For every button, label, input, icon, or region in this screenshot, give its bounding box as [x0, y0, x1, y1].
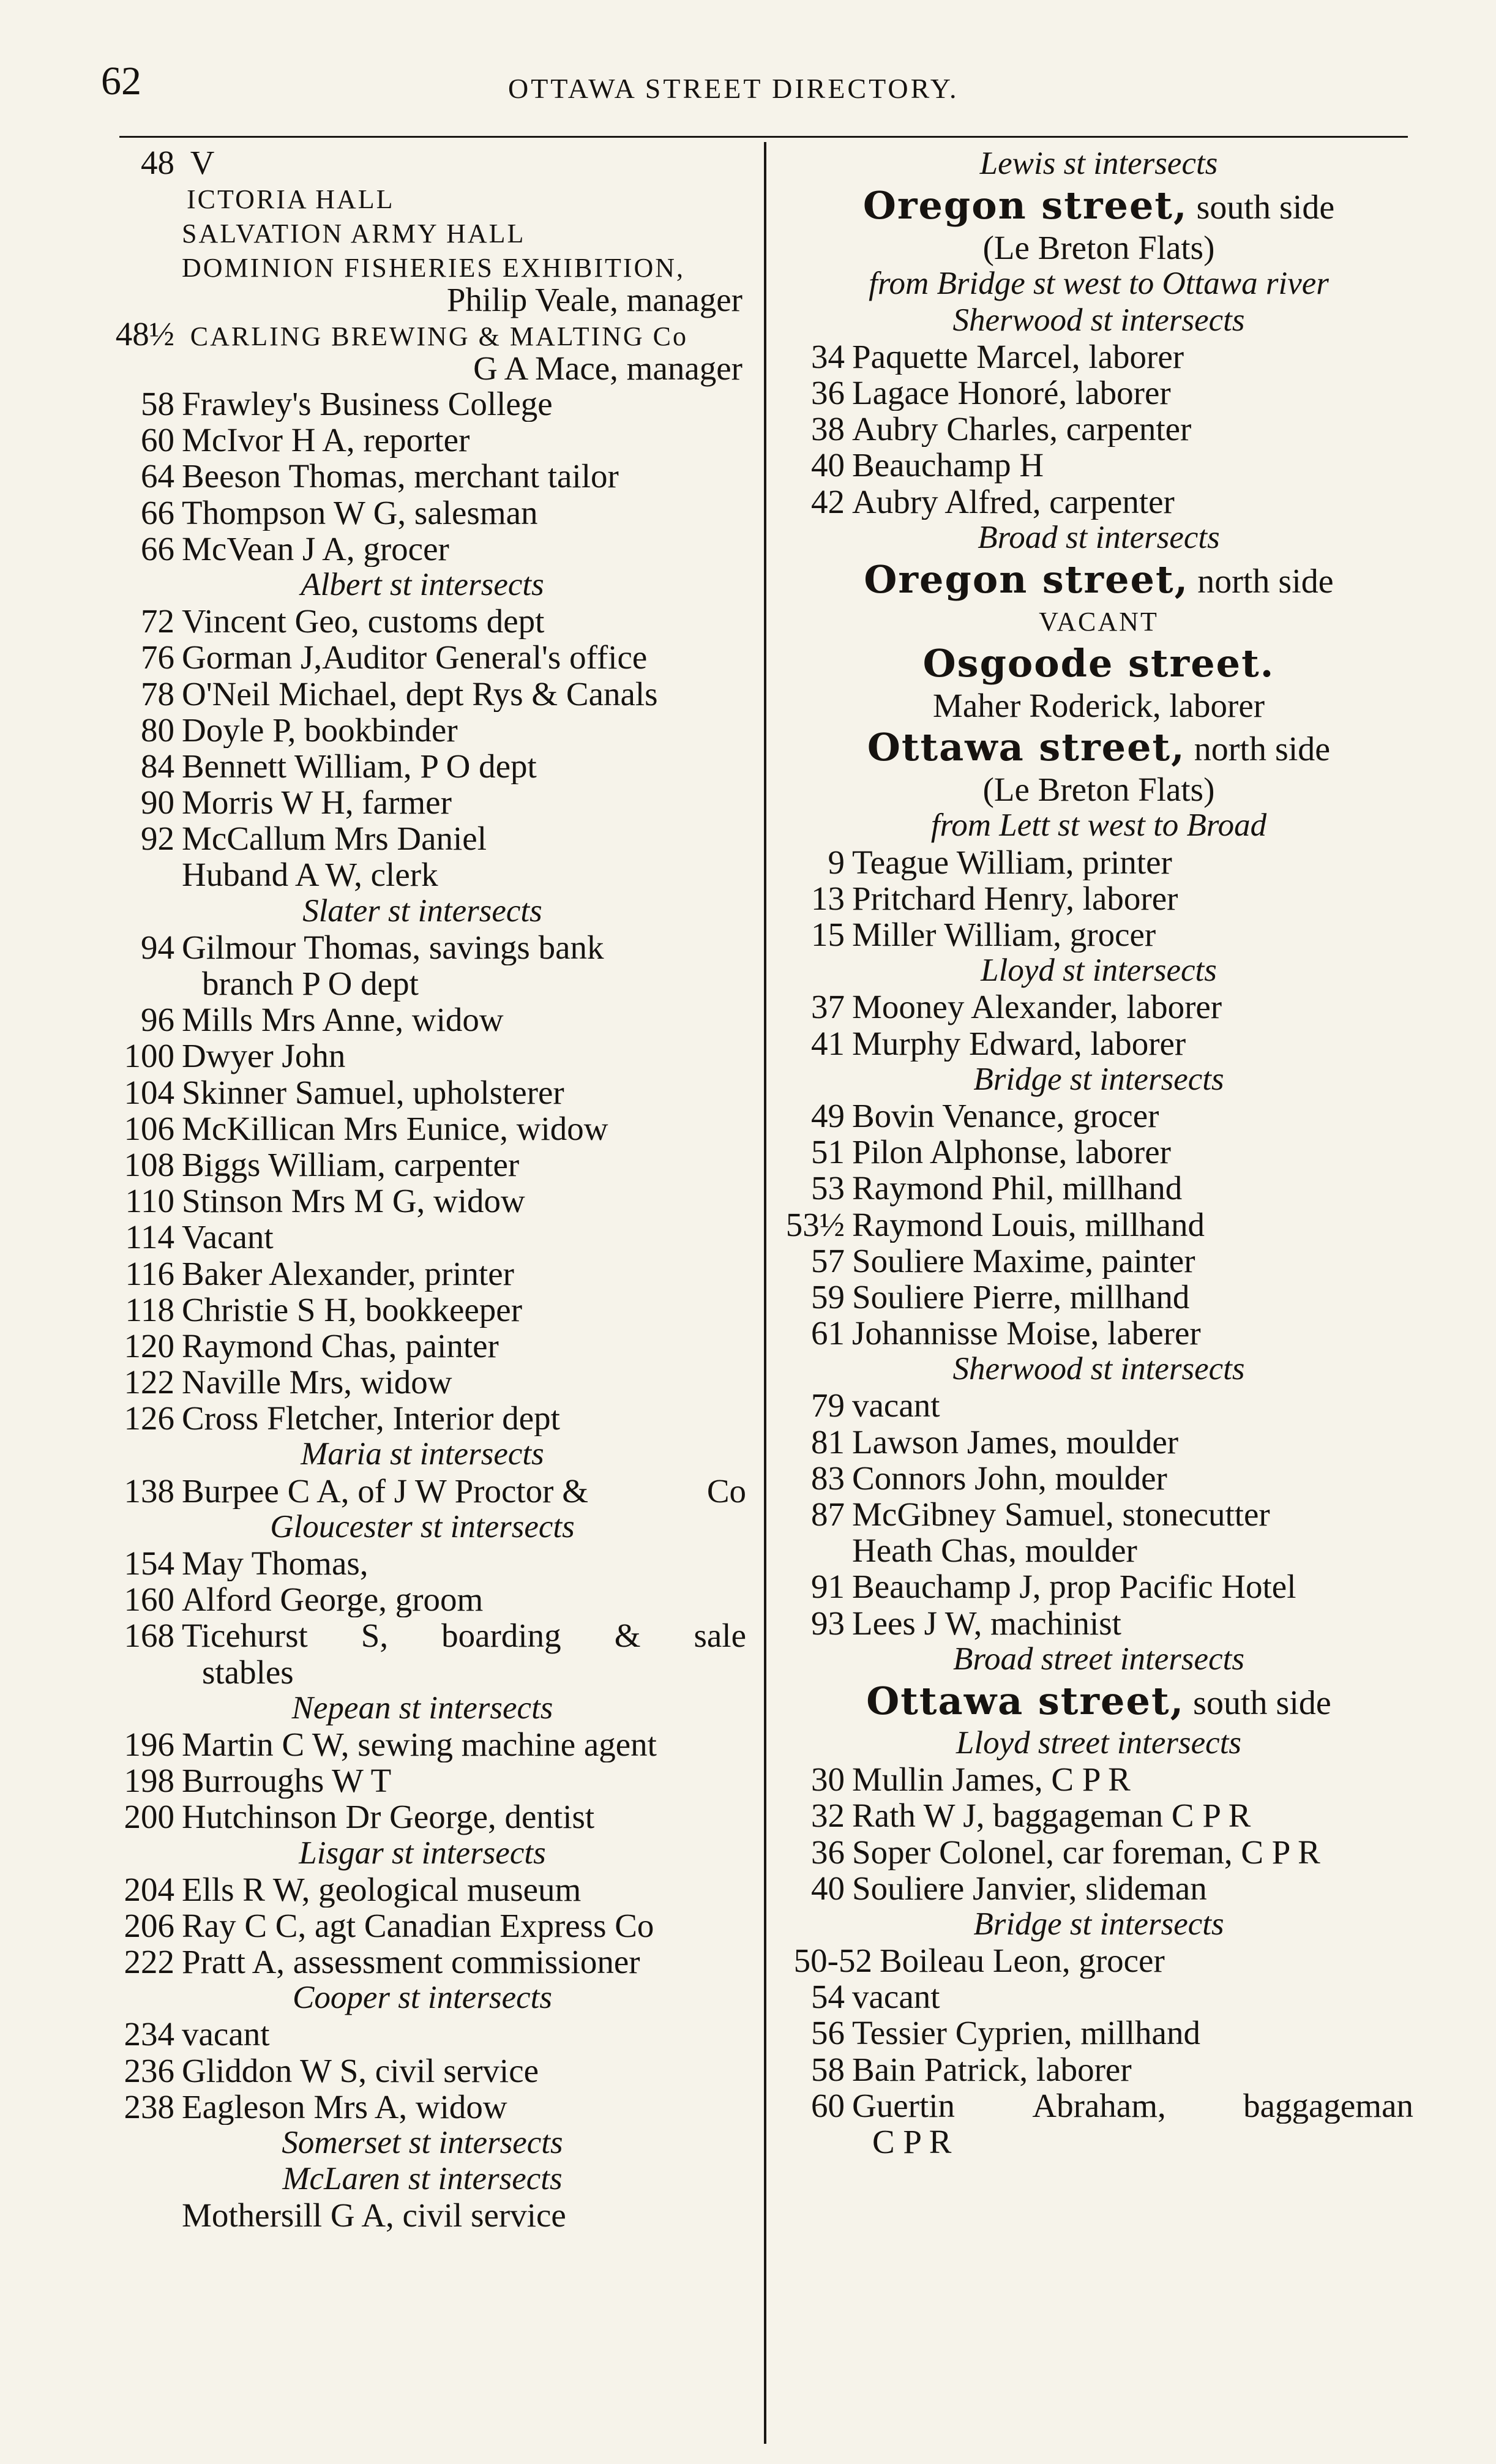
intersection-note: Maria st intersects	[301, 1436, 544, 1472]
resident: Lawson James, moulder	[852, 1423, 1179, 1460]
resident: Boileau Leon, grocer	[880, 1942, 1165, 1979]
house-number: 160	[124, 1581, 174, 1619]
directory-entry	[95, 929, 750, 965]
resident: Skinner Samuel, upholsterer	[182, 1074, 564, 1110]
intersection-note: McLaren st intersects	[282, 2161, 563, 2197]
intersection-note: Lewis st intersects	[979, 146, 1218, 181]
directory-entry	[95, 712, 750, 748]
resident: Morris W H, farmer	[182, 784, 452, 821]
intersection-note: Albert st intersects	[301, 566, 544, 602]
street-side: north side	[1197, 562, 1334, 601]
directory-entry	[95, 1871, 750, 1908]
directory-entry	[95, 1219, 750, 1255]
intersection-note: Sherwood st intersects	[952, 302, 1245, 338]
directory-entry	[780, 916, 1417, 953]
resident: Souliere Maxime, painter	[852, 1242, 1195, 1279]
resident: Johannisse Moise, laberer	[852, 1315, 1201, 1352]
resident: Beauchamp H	[852, 447, 1044, 484]
intersection-note: Sherwood st intersects	[952, 1351, 1245, 1387]
directory-entry	[95, 249, 750, 283]
directory-entry	[780, 1170, 1417, 1206]
directory-entry	[95, 676, 750, 712]
house-number: 168	[124, 1617, 174, 1655]
directory-entry	[780, 1025, 1417, 1062]
resident: Bain Patrick, laborer	[852, 2051, 1132, 2088]
house-number: 198	[124, 1762, 174, 1800]
house-number: 91	[811, 1568, 845, 1606]
house-number: 206	[124, 1906, 174, 1944]
resident: Vincent Geo, customs dept	[182, 603, 545, 640]
resident-word: S,	[361, 1617, 389, 1654]
directory-entry	[95, 1038, 750, 1074]
house-number: 108	[124, 1145, 174, 1183]
intersection-note: Slater st intersects	[302, 893, 542, 929]
house-number: 94	[141, 928, 174, 966]
directory-entry	[780, 1568, 1417, 1605]
resident: Hutchinson Dr George, dentist	[182, 1799, 595, 1835]
resident: Paquette Marcel, laborer	[852, 338, 1184, 375]
street-side: north side	[1194, 730, 1331, 769]
resident: Baker Alexander, printer	[182, 1255, 514, 1292]
directory-entry	[780, 1605, 1417, 1641]
house-number: 48½	[115, 315, 174, 353]
house-number: 9	[828, 843, 845, 881]
street-locality: (Le Breton Flats)	[982, 229, 1215, 267]
house-number: 236	[124, 2051, 174, 2089]
directory-entry	[780, 1979, 1417, 2015]
directory-entry	[95, 1002, 750, 1038]
carling-manager: G A Mace, manager	[473, 350, 742, 387]
house-number: 83	[811, 1459, 845, 1497]
directory-entry	[95, 784, 750, 820]
directory-entry	[780, 1207, 1417, 1243]
resident: Vacant	[182, 1219, 274, 1256]
directory-entry	[95, 820, 750, 856]
directory-entry-continued	[95, 965, 750, 1002]
directory-entry	[95, 1581, 750, 1617]
directory-entry	[780, 989, 1417, 1025]
resident: Naville Mrs, widow	[182, 1364, 452, 1401]
directory-entry	[95, 1147, 750, 1183]
directory-entry	[780, 1134, 1417, 1170]
resident: Gilmour Thomas, savings bank	[182, 929, 604, 965]
house-number: 60	[811, 2086, 845, 2124]
directory-entry	[95, 1256, 750, 1292]
directory-entry	[95, 748, 750, 784]
directory-entry	[95, 1908, 750, 1944]
resident: Pratt A, assessment commissioner	[182, 1944, 640, 1980]
resident: Lagace Honoré, laborer	[852, 374, 1171, 411]
directory-entry	[95, 1292, 750, 1328]
resident: Stinson Mrs M G, widow	[182, 1183, 525, 1219]
resident-continued: stables	[202, 1653, 294, 1690]
intersection-note: Lisgar st intersects	[299, 1835, 546, 1871]
resident: Souliere Janvier, slideman	[852, 1870, 1207, 1906]
house-number: 72	[141, 602, 174, 640]
intersection-note: Lloyd street intersects	[956, 1724, 1242, 1761]
resident: O'Neil Michael, dept Rys & Canals	[182, 675, 658, 712]
resident: Eagleson Mrs A, widow	[182, 2088, 507, 2125]
house-number: 38	[811, 410, 845, 448]
house-number: 34	[811, 337, 845, 375]
resident: Raymond Phil, millhand	[852, 1170, 1183, 1207]
house-number: 87	[811, 1496, 845, 1533]
directory-entry	[780, 1496, 1417, 1532]
house-number: 30	[811, 1761, 845, 1799]
initial-letter: V	[190, 144, 215, 181]
resident-word: Guertin	[852, 2087, 956, 2124]
resident-word: baggageman	[1243, 2087, 1413, 2124]
house-number: 204	[124, 1870, 174, 1908]
directory-entry	[95, 351, 750, 386]
resident: Beauchamp J, prop Pacific Hotel	[852, 1568, 1296, 1605]
directory-entry	[780, 1243, 1417, 1279]
house-number: 238	[124, 2088, 174, 2125]
directory-entry	[95, 283, 750, 317]
directory-entry	[780, 1387, 1417, 1423]
resident: Bennett William, P O dept	[182, 747, 537, 785]
resident-word: boarding	[441, 1617, 561, 1654]
directory-entry	[95, 317, 750, 351]
directory-entry	[95, 1074, 750, 1110]
resident: Doyle P, bookbinder	[182, 711, 458, 748]
resident: Mooney Alexander, laborer	[852, 989, 1222, 1025]
street-heading	[780, 640, 1417, 687]
directory-entry	[780, 339, 1417, 375]
directory-entry	[780, 880, 1417, 916]
resident: Ray C C, agt Canadian Express Co	[182, 1907, 654, 1944]
street-name: Ottawa street,	[867, 725, 1186, 770]
resident: Mothersill G A, civil service	[182, 2197, 566, 2234]
intersection-note: Lloyd st intersects	[981, 953, 1217, 989]
directory-entry	[780, 375, 1417, 411]
resident: Maher Roderick, laborer	[932, 687, 1265, 725]
house-number: 96	[141, 1001, 174, 1039]
house-number: 49	[811, 1096, 845, 1134]
house-number: 58	[141, 385, 174, 422]
house-number: 118	[125, 1290, 174, 1328]
directory-entry	[95, 639, 750, 675]
directory-entry	[780, 1098, 1417, 1134]
resident: Burroughs W T	[182, 1762, 392, 1799]
directory-entry	[95, 1944, 750, 1980]
directory-entry	[95, 1473, 750, 1509]
street-name: Ottawa street,	[866, 1678, 1185, 1723]
resident: Burpee C A, of J W Proctor &	[182, 1472, 589, 1509]
resident: Aubry Alfred, carpenter	[852, 483, 1175, 520]
fisheries-exhibition: DOMINION FISHERIES EXHIBITION,	[182, 253, 686, 283]
resident: McCallum Mrs Daniel	[182, 820, 487, 857]
house-number: 13	[811, 879, 845, 917]
directory-entry	[95, 1617, 750, 1653]
house-number: 53½	[785, 1205, 845, 1243]
directory-entry	[95, 146, 750, 180]
directory-entry	[95, 531, 750, 567]
house-number: 36	[811, 373, 845, 411]
resident: Gliddon W S, civil service	[182, 2052, 539, 2089]
house-number: 196	[124, 1725, 174, 1763]
street-name: Osgoode street.	[922, 641, 1275, 686]
directory-entry	[780, 411, 1417, 447]
house-number: 222	[124, 1943, 174, 1981]
house-number: 234	[124, 2015, 174, 2053]
directory-entry	[95, 603, 750, 639]
directory-entry	[780, 1870, 1417, 1906]
street-locality: (Le Breton Flats)	[982, 771, 1215, 809]
house-number: 126	[124, 1399, 174, 1437]
directory-entry	[780, 447, 1417, 483]
house-number: 53	[811, 1169, 845, 1207]
resident: Martin C W, sewing machine agent	[182, 1726, 657, 1763]
resident: Cross Fletcher, Interior dept	[182, 1400, 560, 1437]
resident: Connors John, moulder	[852, 1459, 1167, 1496]
directory-entry	[780, 2015, 1417, 2051]
house-number: 120	[124, 1327, 174, 1365]
house-number: 59	[811, 1278, 845, 1316]
directory-entry	[95, 2053, 750, 2089]
directory-entry	[780, 1315, 1417, 1351]
house-number: 36	[811, 1833, 845, 1871]
resident: Souliere Pierre, millhand	[852, 1278, 1190, 1316]
house-number: 76	[141, 638, 174, 676]
directory-entry	[780, 2088, 1417, 2124]
resident-continued: C P R	[872, 2124, 952, 2160]
directory-entry	[780, 1460, 1417, 1496]
resident: Lees J W, machinist	[852, 1605, 1121, 1641]
resident: vacant	[852, 1979, 940, 2015]
directory-entry	[95, 2089, 750, 2125]
street-name: Oregon street,	[864, 556, 1189, 602]
house-number: 48	[141, 144, 174, 181]
resident: Gorman J,Auditor General's office	[182, 639, 648, 676]
resident: Bovin Venance, grocer	[852, 1097, 1159, 1134]
resident: Heath Chas, moulder	[852, 1532, 1137, 1569]
resident: May Thomas,	[182, 1545, 368, 1582]
page-number: 62	[101, 59, 141, 103]
directory-entry	[95, 2197, 750, 2233]
resident: Pilon Alphonse, laborer	[852, 1134, 1171, 1170]
resident: Beeson Thomas, merchant tailor	[182, 458, 619, 495]
directory-entry	[95, 214, 750, 249]
house-number: 60	[141, 421, 174, 459]
resident-word: &	[614, 1617, 641, 1654]
house-number: 61	[811, 1314, 845, 1352]
house-number: 66	[141, 493, 174, 531]
resident: Miller William, grocer	[852, 916, 1156, 953]
house-number: 80	[141, 711, 174, 749]
intersection-note: Gloucester st intersects	[270, 1508, 575, 1545]
directory-entry	[780, 1532, 1417, 1568]
resident: Huband A W, clerk	[182, 856, 438, 893]
house-number: 122	[124, 1363, 174, 1401]
house-number: 93	[811, 1604, 845, 1642]
house-number: 106	[124, 1109, 174, 1147]
resident: vacant	[182, 2016, 270, 2053]
street-side: south side	[1193, 1683, 1331, 1722]
resident: Mills Mrs Anne, widow	[182, 1002, 504, 1038]
house-number: 15	[811, 916, 845, 953]
directory-entry	[95, 1328, 750, 1364]
resident: McKillican Mrs Eunice, widow	[182, 1110, 608, 1147]
house-number: 40	[811, 1869, 845, 1907]
directory-entry	[95, 495, 750, 531]
house-number: 32	[811, 1797, 845, 1835]
resident: Christie S H, bookkeeper	[182, 1291, 523, 1328]
resident-continued: branch P O dept	[202, 965, 419, 1002]
directory-entry	[95, 2016, 750, 2052]
street-heading	[780, 724, 1417, 771]
directory-entry	[95, 422, 750, 458]
street-heading	[780, 1677, 1417, 1725]
resident: McIvor H A, reporter	[182, 422, 470, 459]
house-number: 37	[811, 988, 845, 1026]
resident: Mullin James, C P R	[852, 1761, 1131, 1798]
street-name: Oregon street,	[862, 183, 1188, 228]
resident: Pritchard Henry, laborer	[852, 880, 1178, 916]
directory-entry	[780, 844, 1417, 880]
house-number: 100	[124, 1037, 174, 1075]
directory-entry	[780, 1942, 1417, 1979]
street-heading	[780, 556, 1417, 604]
directory-entry	[780, 1279, 1417, 1315]
victoria-hall: ICTORIA HALL	[187, 184, 395, 214]
street-extent: from Lett st west to Broad	[930, 807, 1267, 844]
house-number: 64	[141, 457, 174, 495]
house-number: 51	[811, 1133, 845, 1171]
directory-entry	[95, 1400, 750, 1436]
right-column	[780, 146, 1417, 2160]
resident: Frawley's Business College	[182, 386, 553, 422]
house-number: 40	[811, 446, 845, 484]
page-title: OTTAWA STREET DIRECTORY.	[508, 73, 959, 104]
house-number: 138	[124, 1472, 174, 1510]
street-side: south side	[1196, 189, 1335, 227]
intersection-note: Cooper st intersects	[293, 1980, 552, 2016]
directory-entry	[95, 856, 750, 893]
directory-entry-continued	[95, 1654, 750, 1690]
house-number: 154	[124, 1545, 174, 1582]
carling-brewing: CARLING BREWING & MALTING Co	[190, 321, 688, 351]
house-number: 66	[141, 530, 174, 567]
directory-entry	[780, 484, 1417, 520]
directory-entry	[95, 180, 750, 214]
fisheries-manager: Philip Veale, manager	[446, 281, 742, 318]
resident: Aubry Charles, carpenter	[852, 411, 1192, 447]
resident: Dwyer John	[182, 1038, 346, 1074]
column-divider	[764, 142, 766, 2444]
house-number: 78	[141, 675, 174, 713]
house-number: 57	[811, 1241, 845, 1279]
resident: McVean J A, grocer	[182, 530, 449, 567]
vacant-note: VACANT	[1039, 606, 1159, 637]
house-number: 54	[811, 1978, 845, 2016]
left-column	[95, 146, 750, 2234]
resident: vacant	[852, 1387, 940, 1424]
resident: Murphy Edward, laborer	[852, 1025, 1186, 1062]
house-number: 110	[125, 1182, 174, 1220]
resident: Teague William, printer	[852, 844, 1172, 880]
house-number: 84	[141, 747, 174, 785]
house-number: 114	[125, 1218, 174, 1256]
directory-entry	[780, 2051, 1417, 2088]
resident-word: sale	[694, 1617, 746, 1654]
directory-entry	[95, 1110, 750, 1147]
resident-word: Abraham,	[1032, 2087, 1166, 2124]
directory-entry	[780, 1424, 1417, 1460]
directory-entry-continued	[780, 2124, 1417, 2160]
resident: Rath W J, baggageman C P R	[852, 1797, 1251, 1834]
house-number: 58	[811, 2050, 845, 2088]
resident: Ells R W, geological museum	[182, 1871, 582, 1908]
directory-entry	[95, 1545, 750, 1581]
directory-entry	[95, 1762, 750, 1799]
house-number: 116	[125, 1254, 174, 1292]
resident-tail: Co	[706, 1472, 746, 1509]
directory-entry	[95, 458, 750, 494]
house-number: 200	[124, 1798, 174, 1836]
house-number: 92	[141, 820, 174, 858]
resident: Soper Colonel, car foreman, C P R	[852, 1833, 1320, 1870]
directory-entry	[95, 1726, 750, 1762]
house-number: 50-52	[793, 1942, 872, 1980]
directory-entry	[95, 386, 750, 422]
house-number: 42	[811, 482, 845, 520]
street-extent: from Bridge st west to Ottawa river	[869, 266, 1329, 302]
house-number: 56	[811, 2014, 845, 2052]
directory-entry	[95, 1183, 750, 1219]
directory-entry	[780, 1834, 1417, 1870]
street-heading	[780, 182, 1417, 230]
intersection-note: Bridge st intersects	[973, 1061, 1224, 1097]
directory-entry	[780, 1761, 1417, 1797]
intersection-note: Broad st intersects	[978, 519, 1220, 555]
resident: McGibney Samuel, stonecutter	[852, 1496, 1270, 1533]
directory-entry	[780, 1797, 1417, 1833]
house-number: 81	[811, 1423, 845, 1461]
resident: Biggs William, carpenter	[182, 1146, 520, 1183]
house-number: 104	[124, 1073, 174, 1111]
resident: Alford George, groom	[182, 1581, 484, 1618]
intersection-note: Somerset st intersects	[282, 2125, 563, 2160]
salvation-army-hall: SALVATION ARMY HALL	[182, 219, 526, 249]
directory-entry	[95, 1799, 750, 1835]
resident-word: Ticehurst	[182, 1617, 308, 1654]
house-number: 79	[811, 1387, 845, 1425]
intersection-note: Broad street intersects	[953, 1641, 1244, 1677]
house-number: 90	[141, 784, 174, 822]
resident: Raymond Louis, millhand	[852, 1206, 1205, 1243]
house-number: 41	[811, 1024, 845, 1062]
directory-entry	[95, 1364, 750, 1400]
header-rule	[119, 136, 1408, 138]
resident: Thompson W G, salesman	[182, 494, 538, 531]
intersection-note: Bridge st intersects	[973, 1906, 1224, 1942]
resident: Raymond Chas, painter	[182, 1327, 499, 1365]
intersection-note: Nepean st intersects	[291, 1690, 553, 1726]
resident: Tessier Cyprien, millhand	[852, 2015, 1200, 2051]
